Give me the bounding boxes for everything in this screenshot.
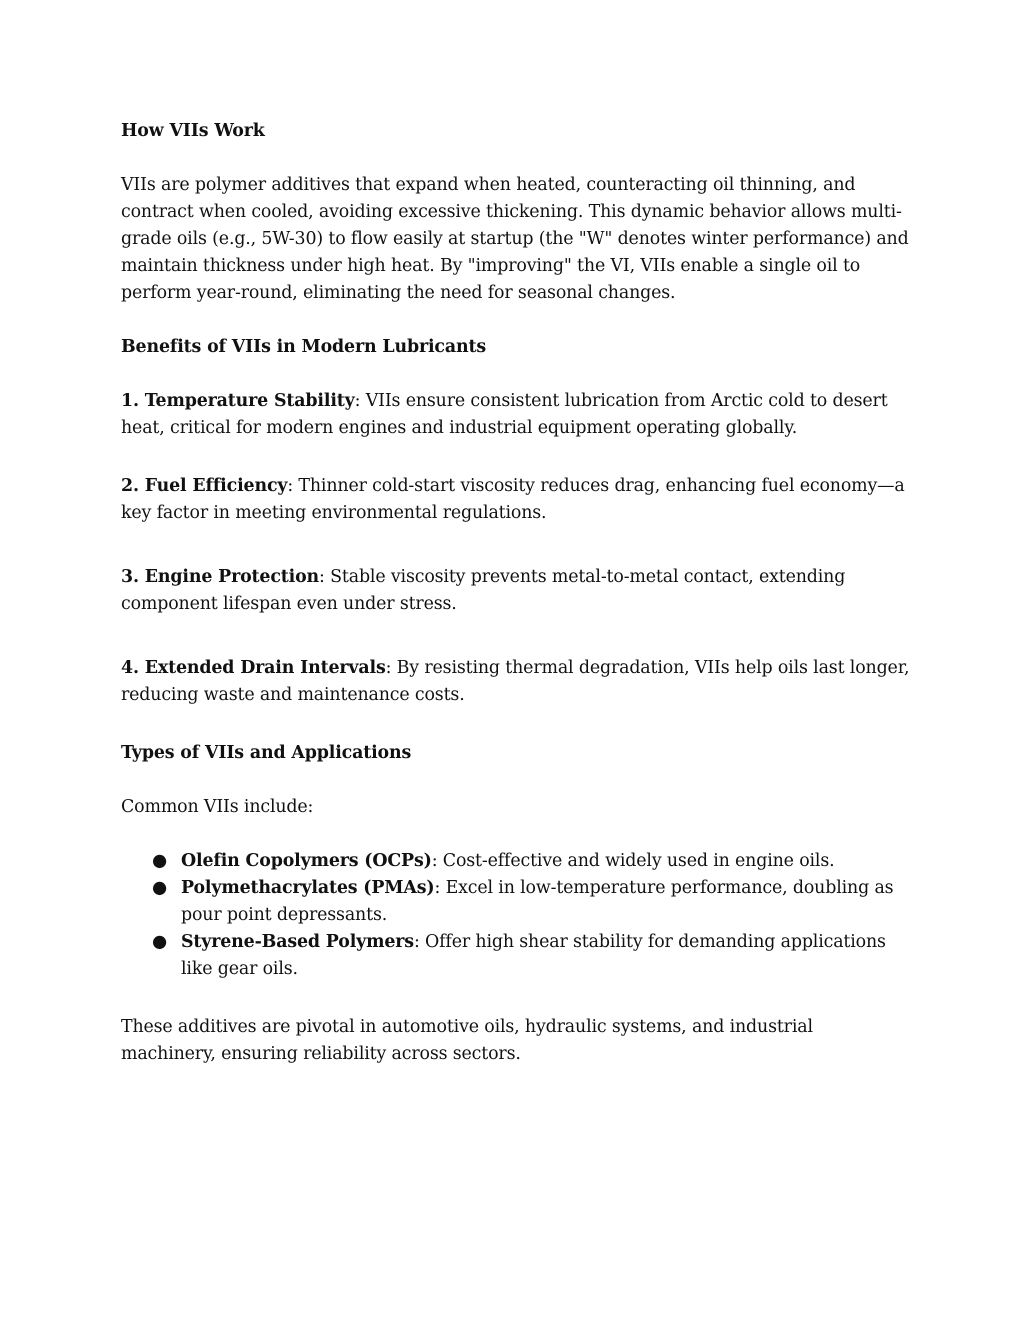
type-title: Styrene-Based Polymers: [181, 932, 414, 952]
type-title: Olefin Copolymers (OCPs): [181, 851, 432, 871]
types-intro: Common VIIs include:: [121, 797, 314, 817]
benefit-text: : Stable viscosity prevents metal-to-metal contact, extending component lifespan even under stress.: [121, 567, 846, 614]
type-text: : Excel in low-temperature performance, doubling as pour point depressants.: [181, 878, 894, 925]
section-heading-how-viis-work: How VIIs Work: [121, 121, 265, 141]
bullet-icon: ●: [152, 932, 168, 952]
type-text: : Cost-effective and widely used in engine oils.: [431, 851, 835, 871]
benefit-item-extended-drain-intervals: [121, 655, 911, 709]
benefit-text: : By resisting thermal degradation, VIIs help oils last longer, reducing waste and maintenance costs.: [121, 658, 910, 705]
benefit-item-temperature-stability: [121, 388, 911, 442]
section-heading-types: Types of VIIs and Applications: [121, 743, 412, 763]
vii-types-list: [121, 848, 911, 983]
list-item: [121, 929, 911, 983]
benefit-text: : Thinner cold-start viscosity reduces drag, enhancing fuel economy—a key factor in meeting environmental regulations.: [121, 476, 905, 523]
list-item: [121, 848, 911, 875]
benefit-title: 4. Extended Drain Intervals: [121, 658, 386, 678]
benefit-title: 2. Fuel Efficiency: [121, 476, 288, 496]
benefit-item-fuel-efficiency: [121, 473, 911, 527]
benefit-title: 3. Engine Protection: [121, 567, 320, 587]
document-page: [121, 118, 911, 1068]
benefit-item-engine-protection: [121, 564, 911, 618]
bullet-icon: ●: [152, 878, 168, 898]
type-title: Polymethacrylates (PMAs): [181, 878, 435, 898]
benefit-text: : VIIs ensure consistent lubrication from Arctic cold to desert heat, critical for modern engines and industrial equipment operating globally.: [121, 391, 888, 438]
closing-paragraph: These additives are pivotal in automotive oils, hydraulic systems, and industrial machinery, ensuring reliability across sectors.: [121, 1017, 813, 1064]
paragraph-how-viis-work: VIIs are polymer additives that expand when heated, counteracting oil thinning, and contract when cooled, avoiding excessive thickening. This dynamic behavior allows multi-grade oils (e.g., 5W-30) to flow easily at startup (the "W" denotes winter performance) and maintain thickness under high heat. By "improving" the VI, VIIs enable a single oil to perform year-round, eliminating the need for seasonal changes.: [121, 175, 909, 303]
list-item: [121, 875, 911, 929]
benefit-title: 1. Temperature Stability: [121, 391, 355, 411]
bullet-icon: ●: [152, 851, 168, 871]
section-heading-benefits: Benefits of VIIs in Modern Lubricants: [121, 337, 486, 357]
type-text: : Offer high shear stability for demanding applications like gear oils.: [181, 932, 886, 979]
